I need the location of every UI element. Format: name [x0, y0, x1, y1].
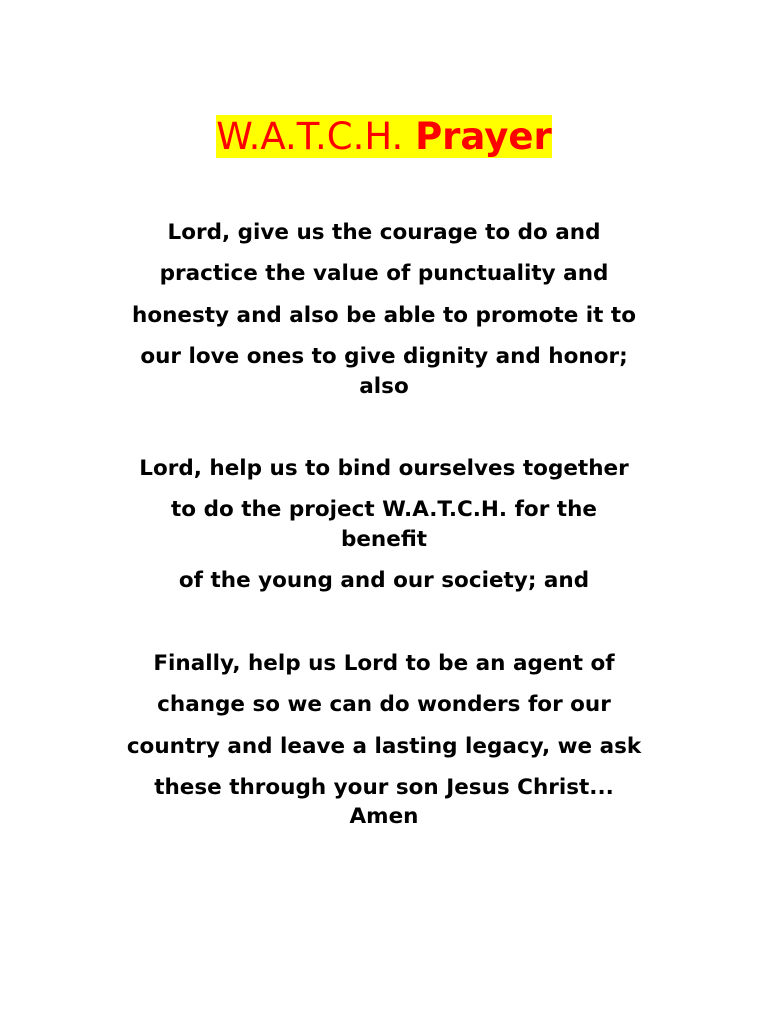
- prayer-line: Amen: [349, 804, 419, 829]
- prayer-line: of the young and our society; and: [178, 568, 590, 593]
- prayer-line: benefit: [340, 527, 428, 552]
- prayer-line: country and leave a lasting legacy, we ask: [126, 734, 642, 759]
- prayer-line: change so we can do wonders for our: [157, 692, 611, 717]
- prayer-line: also: [359, 374, 409, 399]
- prayer-line: Finally, help us Lord to be an agent of: [153, 651, 615, 676]
- title-part-prayer: Prayer: [415, 115, 552, 158]
- prayer-line: Lord, give us the courage to do and: [167, 220, 601, 245]
- prayer-line: Lord, help us to bind ourselves together: [139, 456, 629, 481]
- prayer-line: to do the project W.A.T.C.H. for the: [171, 497, 597, 522]
- prayer-line: practice the value of punctuality and: [159, 261, 609, 286]
- prayer-line: honesty and also be able to promote it to: [132, 303, 636, 328]
- prayer-line: these through your son Jesus Christ...: [154, 775, 614, 800]
- title-part-watch: W.A.T.C.H.: [216, 115, 416, 158]
- document-title: [0, 114, 768, 160]
- prayer-line: our love ones to give dignity and honor;: [140, 344, 628, 369]
